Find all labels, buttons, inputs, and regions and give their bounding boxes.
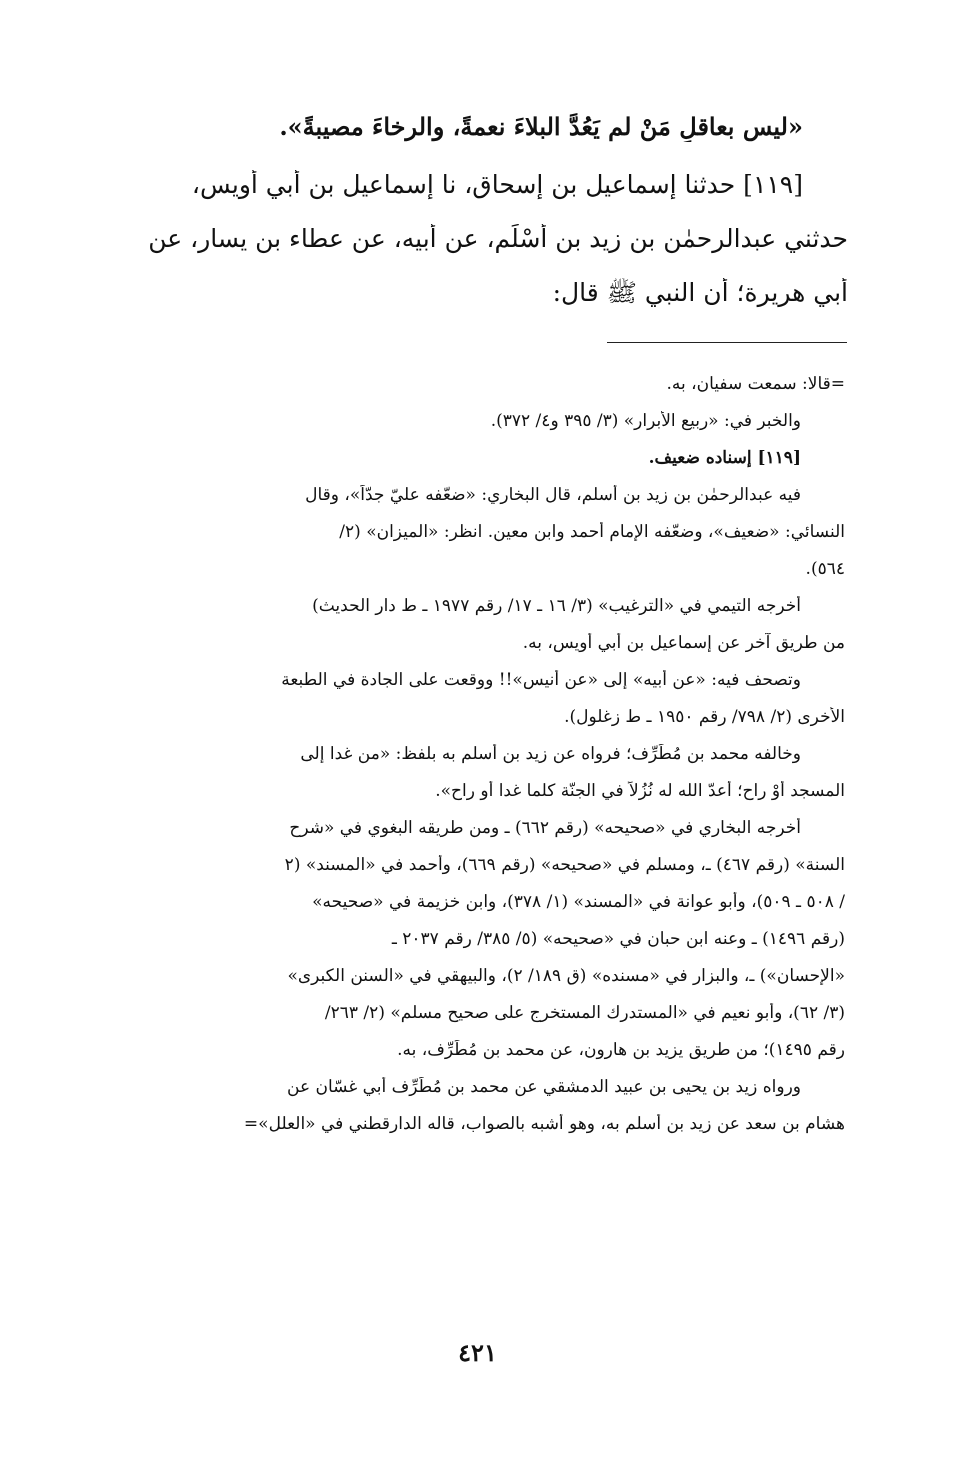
footnote-line: ٥٦٤). xyxy=(805,559,845,579)
page-number: ٤٢١ xyxy=(458,1338,497,1367)
footnote-line: (٣/ ٦٢)، وأبو نعيم في «المستدرك المستخرج على صحيح مسلم» (٢/ ٢٦٣/ xyxy=(324,1003,845,1023)
footnote-line: ورواه زيد بن يحيى بن عبيد الدمشقي عن محمد بن مُطَرِّف أبي غسّان عن xyxy=(287,1077,801,1097)
footnote-line: رقم ١٤٩٥)؛ من طريق يزيد بن هارون، عن محمد بن مُطَرِّف، به. xyxy=(397,1040,845,1060)
hadith-line: حدثني عبدالرحمٰن بن زيد بن أَسْلَم، عن أبيه، عن عطاء بن يسار، عن xyxy=(148,224,848,253)
hadith-line: أبي هريرة؛ أن النبي ﷺ قال: xyxy=(552,278,848,307)
footnote-line: السنة» (رقم ٤٦٧) ـ، ومسلم في «صحيحه» (رقم ٦٦٩)، وأحمد في «المسند» (٢ xyxy=(284,855,845,875)
footnote-line: من طريق آخر عن إسماعيل بن أبي أويس، به. xyxy=(522,633,845,653)
footnote-line: «الإحسان») ـ، والبزار في «مسنده» (ق ١٨٩/ ٢)، والبيهقي في «السنن الكبرى» xyxy=(287,966,845,986)
footnote-line: هشام بن سعد عن زيد بن أسلم به، وهو أشبه بالصواب، قاله الدارقطني في «العلل»= xyxy=(243,1114,845,1134)
footnote-line: / ٥٠٨ ـ ٥٠٩)، وأبو عوانة في «المسند» (١/ ٣٧٨)، وابن خزيمة في «صحيحه» xyxy=(312,892,845,912)
hadith-line: [١١٩] حدثنا إسماعيل بن إسحاق، نا إسماعيل بن أبي أويس، xyxy=(191,170,803,199)
main-text xyxy=(118,112,848,332)
footnote-line: الأخرى (٢/ ٧٩٨/ رقم ١٩٥٠ ـ ط زغلول). xyxy=(564,707,845,727)
footnote-heading: [١١٩] إسناده ضعيف. xyxy=(648,448,801,468)
footnote-line: (رقم ١٤٩٦) ـ وعنه ابن حبان في «صحيحه» (٥/ ٣٨٥/ رقم ٢٠٣٧ ـ xyxy=(391,929,845,949)
footnote-line: وخالفه محمد بن مُطَرِّف؛ فرواه عن زيد بن أسلم به بلفظ: «من غدا إلى xyxy=(300,744,801,764)
footnote-line: المسجد أوْ راح؛ أعدّ الله له نُزُلاً في الجنّة كلما غدا أو راح». xyxy=(435,781,845,801)
footnote-line: أخرجه التيمي في «الترغيب» (٣/ ١٦ ـ ١٧/ رقم ١٩٧٧ ـ ط دار الحديث) xyxy=(312,596,801,616)
footnote-line: فيه عبدالرحمٰن بن زيد بن أسلم، قال البخاري: «ضعّفه عليّ جدّاً»، وقال xyxy=(305,485,801,505)
footnotes xyxy=(120,374,845,1151)
footnote-line: أخرجه البخاري في «صحيحه» (رقم ٦٦٢) ـ ومن طريقه البغوي في «شرح xyxy=(289,818,801,838)
footnote-line: وتصحف فيه: «عن أبيه» إلى «عن أنيس»!! ووقعت على الجادة في الطبعة xyxy=(281,670,801,690)
quote-line: «ليس بعاقلٍ مَنْ لم يَعُدَّ البلاءَ نعمةً، والرخاءَ مصيبةً». xyxy=(279,112,803,141)
footnote-line: =قالا: سمعت سفيان، به. xyxy=(666,374,845,394)
footnote-line: النسائي: «ضعيف»، وضعّفه الإمام أحمد وابن معين. انظر: «الميزان» (٢/ xyxy=(339,522,845,542)
footnote-line: والخبر في: «ربيع الأبرار» (٣/ ٣٩٥ و٤/ ٣٧٢). xyxy=(490,411,801,431)
footnote-separator xyxy=(607,342,847,343)
